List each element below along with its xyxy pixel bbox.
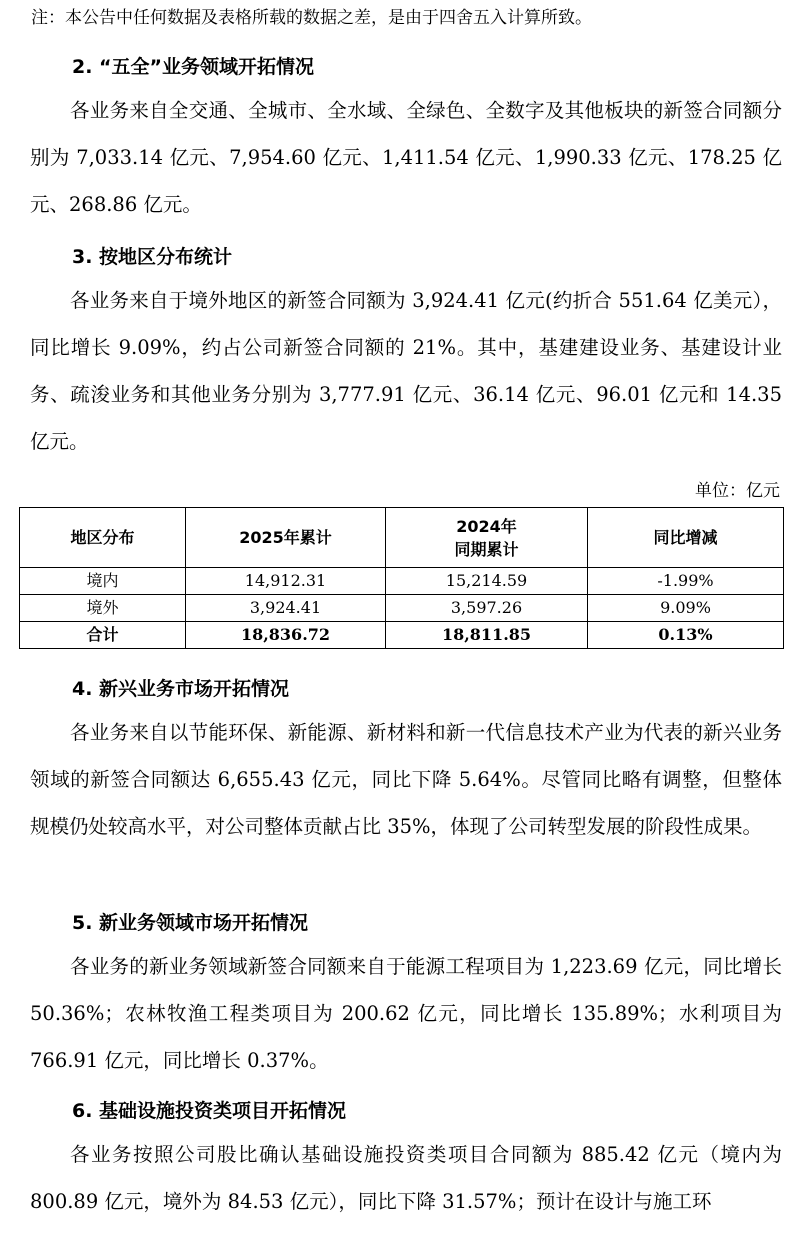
- section-paragraph-4: 各业务来自以节能环保、新能源、新材料和新一代信息技术产业为代表的新兴业务领域的新签合同额达 6,655.43 亿元，同比下降 5.64%。尽管同比略有调整，但整体规模仍处较高水平，对公司整体贡献占比 35%，体现了公司转型发展的阶段性成果。: [30, 721, 782, 838]
- section-paragraph-2: 各业务来自全交通、全城市、全水域、全绿色、全数字及其他板块的新签合同额分别为 7,033.14 亿元、7,954.60 亿元、1,411.54 亿元、1,990.33 亿元、178.25 亿元、268.86 亿元。: [30, 99, 782, 216]
- section-heading-3: 3. 按地区分布统计: [72, 246, 233, 268]
- cell-yoy: -1.99%: [588, 568, 784, 595]
- cell-2025: 14,912.31: [186, 568, 386, 595]
- section-heading-5: 5. 新业务领域市场开拓情况: [72, 912, 309, 934]
- header-2024-line1: 2024年: [456, 516, 517, 536]
- cell-2024: 18,811.85: [386, 622, 588, 649]
- cell-yoy: 0.13%: [588, 622, 784, 649]
- cell-2024: 3,597.26: [386, 595, 588, 622]
- table-row: [20, 568, 784, 595]
- section-paragraph-5: 各业务的新业务领域新签合同额来自于能源工程项目为 1,223.69 亿元，同比增长 50.36%；农林牧渔工程类项目为 200.62 亿元，同比增长 135.89%；水利项目为 766.91 亿元，同比增长 0.37%。: [30, 955, 782, 1072]
- cell-region: 境内: [20, 568, 186, 595]
- table-header-row: [20, 508, 784, 568]
- cell-2024: 15,214.59: [386, 568, 588, 595]
- section-heading-6: 6. 基础设施投资类项目开拓情况: [72, 1100, 347, 1122]
- header-2024-cumulative: [386, 508, 588, 568]
- header-region: 地区分布: [20, 508, 186, 568]
- section-paragraph-3: 各业务来自于境外地区的新签合同额为 3,924.41 亿元(约折合 551.64 亿美元），同比增长 9.09%，约占公司新签合同额的 21%。其中，基建建设业务、基建设计业务、疏浚业务和其他业务分别为 3,777.91 亿元、36.14 亿元、96.01 亿元和 14.35 亿元。: [30, 289, 782, 453]
- header-2024-line2: 同期累计: [454, 539, 519, 559]
- rounding-note: 注：本公告中任何数据及表格所载的数据之差，是由于四舍五入计算所致。: [31, 8, 592, 28]
- cell-region: 合计: [20, 622, 186, 649]
- region-distribution-table: [19, 507, 784, 649]
- table-unit-label: 单位：亿元: [695, 481, 780, 501]
- header-yoy-change: 同比增减: [588, 508, 784, 568]
- section-paragraph-6: 各业务按照公司股比确认基础设施投资类项目合同额为 885.42 亿元（境内为 800.89 亿元，境外为 84.53 亿元），同比下降 31.57%；预计在设计与施工环: [30, 1143, 782, 1213]
- section-heading-4: 4. 新兴业务市场开拓情况: [72, 678, 290, 700]
- cell-region: 境外: [20, 595, 186, 622]
- table-row: [20, 595, 784, 622]
- cell-2025: 18,836.72: [186, 622, 386, 649]
- header-2025-cumulative: 2025年累计: [186, 508, 386, 568]
- cell-2025: 3,924.41: [186, 595, 386, 622]
- section-heading-2: 2. “五全”业务领域开拓情况: [72, 56, 315, 78]
- table-total-row: [20, 622, 784, 649]
- cell-yoy: 9.09%: [588, 595, 784, 622]
